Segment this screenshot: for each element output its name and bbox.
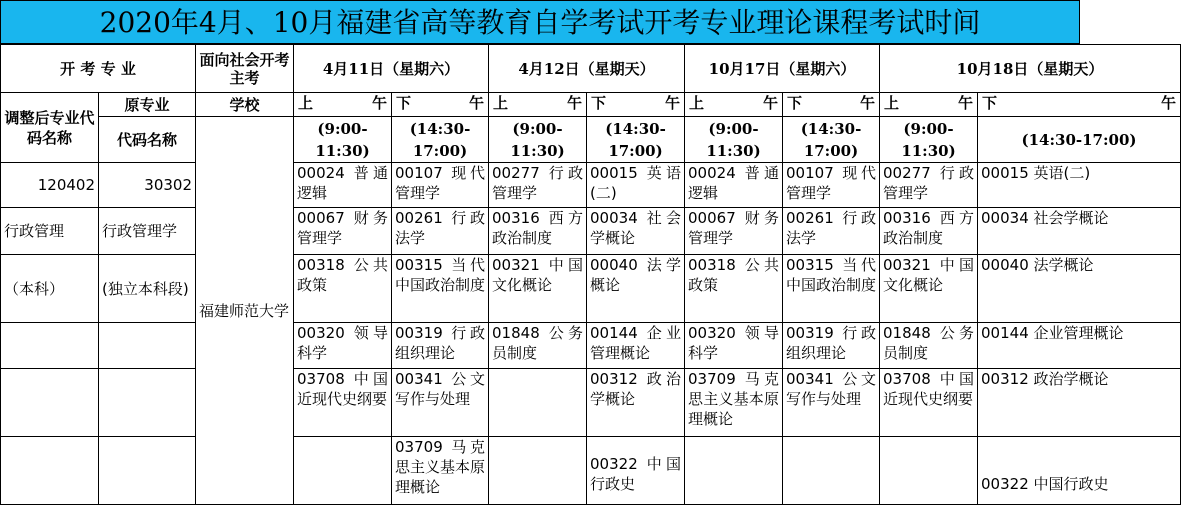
am-time: (9:00-11:30) [880,117,978,163]
course-cell [783,437,880,505]
empty-cell [1,323,99,369]
header-row-time [1,117,1181,163]
table-row [1,369,1181,437]
course-cell: 03709 马克思主义基本原理概论 [392,437,489,505]
exam-schedule-table [0,44,1181,505]
course-cell: 00144 企业管理概论 [587,323,685,369]
course-cell: 00277 行政管理学 [880,163,978,208]
table-row [1,323,1181,369]
header-row-period [1,93,1181,117]
old-major-code: 30302 [99,163,196,208]
am-label: 上 午 [493,94,583,112]
course-cell: 00107 现代管理学 [783,163,880,208]
major-header: 开 考 专 业 [1,45,196,93]
page-title: 2020年4月、10月福建省高等教育自学考试开考专业理论课程考试时间 [0,0,1080,44]
course-cell: 00321 中国文化概论 [489,255,587,323]
course-cell: 00318 公共政策 [685,255,783,323]
am-time: (9:00-11:30) [685,117,783,163]
course-cell: 00067 财务管理学 [294,208,392,255]
header-row-dates [1,45,1181,93]
pm-label: 下 午 [396,94,485,112]
course-cell: 00320 领导科学 [294,323,392,369]
pm-time: (14:30-17:00) [978,117,1181,163]
course-cell: 00034 社会学概论 [587,208,685,255]
table-row [1,437,1181,505]
pm-time: (14:30-17:00) [587,117,685,163]
table-row [1,255,1181,323]
course-cell: 03708 中国近现代史纲要 [880,369,978,437]
am-time: (9:00-11:30) [294,117,392,163]
course-cell: 03709 马克思主义基本原理概论 [685,369,783,437]
course-cell [685,437,783,505]
table-row [1,163,1181,208]
empty-cell [99,323,196,369]
date-header-4: 10月18日（星期天） [880,45,1181,93]
empty-cell [99,437,196,505]
am-label: 上 午 [689,94,779,112]
course-cell: 03708 中国近现代史纲要 [294,369,392,437]
original-code-header: 代码名称 [99,117,196,163]
course-cell: 00261 行政法学 [392,208,489,255]
course-cell: 00321 中国文化概论 [880,255,978,323]
course-cell: 00322 中国行政史 [587,437,685,505]
course-cell: 01848 公务员制度 [489,323,587,369]
pm-label: 下 午 [982,94,1177,112]
course-cell: 00107 现代管理学 [392,163,489,208]
old-major-level: (独立本科段) [99,255,196,323]
pm-label: 下 午 [591,94,681,112]
course-cell: 00015 英语(二) [587,163,685,208]
old-major-name: 行政管理学 [99,208,196,255]
course-cell: 00312 政治学概论 [978,369,1181,437]
oriented-header: 面向社会开考主考 [196,45,294,93]
course-cell: 00034 社会学概论 [978,208,1181,255]
course-cell: 00341 公文写作与处理 [783,369,880,437]
am-label: 上 午 [884,94,974,112]
table-row [1,208,1181,255]
course-cell: 00015 英语(二) [978,163,1181,208]
empty-cell [1,369,99,437]
course-cell: 00320 领导科学 [685,323,783,369]
empty-cell [1,437,99,505]
course-cell: 00024 普通逻辑 [685,163,783,208]
course-cell [880,437,978,505]
course-cell: 00319 行政组织理论 [392,323,489,369]
pm-label: 下 午 [787,94,876,112]
original-major-header: 原专业 [99,93,196,117]
am-label: 上 午 [298,94,388,112]
school-header: 学校 [196,93,294,117]
course-cell: 00316 西方政治制度 [489,208,587,255]
date-header-1: 4月11日（星期六） [294,45,489,93]
course-cell: 00312 政治学概论 [587,369,685,437]
course-cell [489,437,587,505]
adjusted-major-header: 调整后专业代码名称 [1,93,99,163]
new-major-code: 120402 [1,163,99,208]
pm-time: (14:30-17:00) [783,117,880,163]
course-cell: 00315 当代中国政治制度 [392,255,489,323]
course-cell: 00040 法学概论 [587,255,685,323]
course-cell: 00318 公共政策 [294,255,392,323]
empty-cell [99,369,196,437]
date-header-3: 10月17日（星期六） [685,45,880,93]
school-name: 福建师范大学 [196,117,294,505]
course-cell: 00316 西方政治制度 [880,208,978,255]
course-cell: 00261 行政法学 [783,208,880,255]
course-cell: 00144 企业管理概论 [978,323,1181,369]
course-cell: 00315 当代中国政治制度 [783,255,880,323]
course-cell: 00341 公文写作与处理 [392,369,489,437]
pm-time: (14:30-17:00) [392,117,489,163]
course-cell [294,437,392,505]
course-cell [489,369,587,437]
am-time: (9:00-11:30) [489,117,587,163]
course-cell: 00067 财务管理学 [685,208,783,255]
course-cell: 00322 中国行政史 [978,437,1181,505]
course-cell: 01848 公务员制度 [880,323,978,369]
course-cell: 00319 行政组织理论 [783,323,880,369]
course-cell: 00040 法学概论 [978,255,1181,323]
new-major-level: （本科） [1,255,99,323]
course-cell: 00024 普通逻辑 [294,163,392,208]
course-cell: 00277 行政管理学 [489,163,587,208]
date-header-2: 4月12日（星期天） [489,45,685,93]
new-major-name: 行政管理 [1,208,99,255]
